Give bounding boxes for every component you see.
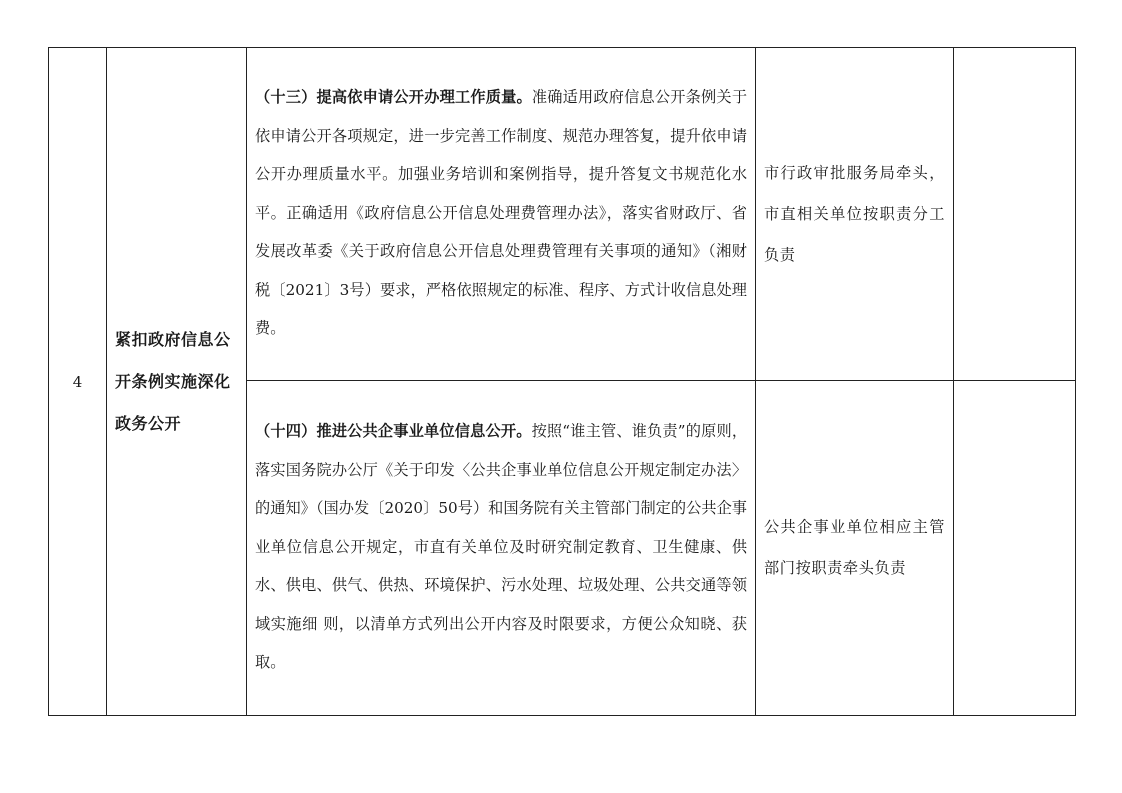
responsible-units: 市行政审批服务局牵头，市直相关单位按职责分工负责 (764, 163, 945, 264)
content-cell (247, 48, 756, 381)
category-cell (107, 48, 247, 716)
task-content (255, 412, 747, 682)
task-table (48, 47, 1076, 716)
task-content (255, 78, 747, 348)
task-body: 准确适用政府信息公开条例关于依申请公开各项规定，进一步完善工作制度、规范办理答复，提升依申请公开办理质量水平。加强业务培训和案例指导，提升答复文书规范化水平。正确适用《政府信息公开信息处理费管理办法》，落实省财政厅、省发展改革委《关于政府信息公开信息处理费管理有关事项的通知》（湘财税〔2021〕3号）要求，严格依照规定的标准、程序、方式计收信息处理费。 (255, 88, 748, 338)
table-row (49, 48, 1076, 381)
row-number: 4 (72, 372, 83, 391)
responsible-cell (756, 381, 954, 716)
task-body: 按照“谁主管、谁负责”的原则，落实国务院办公厅《关于印发〈公共企事业单位信息公开规定制定办法〉的通知》（国办发〔2020〕50号）和国务院有关主管部门制定的公共企事业单位信息公开规定，市直有关单位及时研究制定教育、卫生健康、供水、供电、供气、供热、环境保护、污水处理、垃圾处理、公共交通等领域实施细 则，以清单方式列出公开内容及时限要求，方便公众知晓、获取。 (255, 422, 748, 672)
row-number-cell (49, 48, 107, 716)
task-heading: （十四）推进公共企事业单位信息公开。 (255, 422, 532, 441)
category-text: 紧扣政府信息公开条例实施深化政务公开 (115, 329, 231, 433)
content-cell (247, 381, 756, 716)
responsible-units: 公共企事业单位相应主管部门按职责牵头负责 (764, 518, 945, 577)
remarks-cell (954, 48, 1076, 381)
remarks-cell (954, 381, 1076, 716)
responsible-cell (756, 48, 954, 381)
task-heading: （十三）提高依申请公开办理工作质量。 (255, 88, 532, 107)
